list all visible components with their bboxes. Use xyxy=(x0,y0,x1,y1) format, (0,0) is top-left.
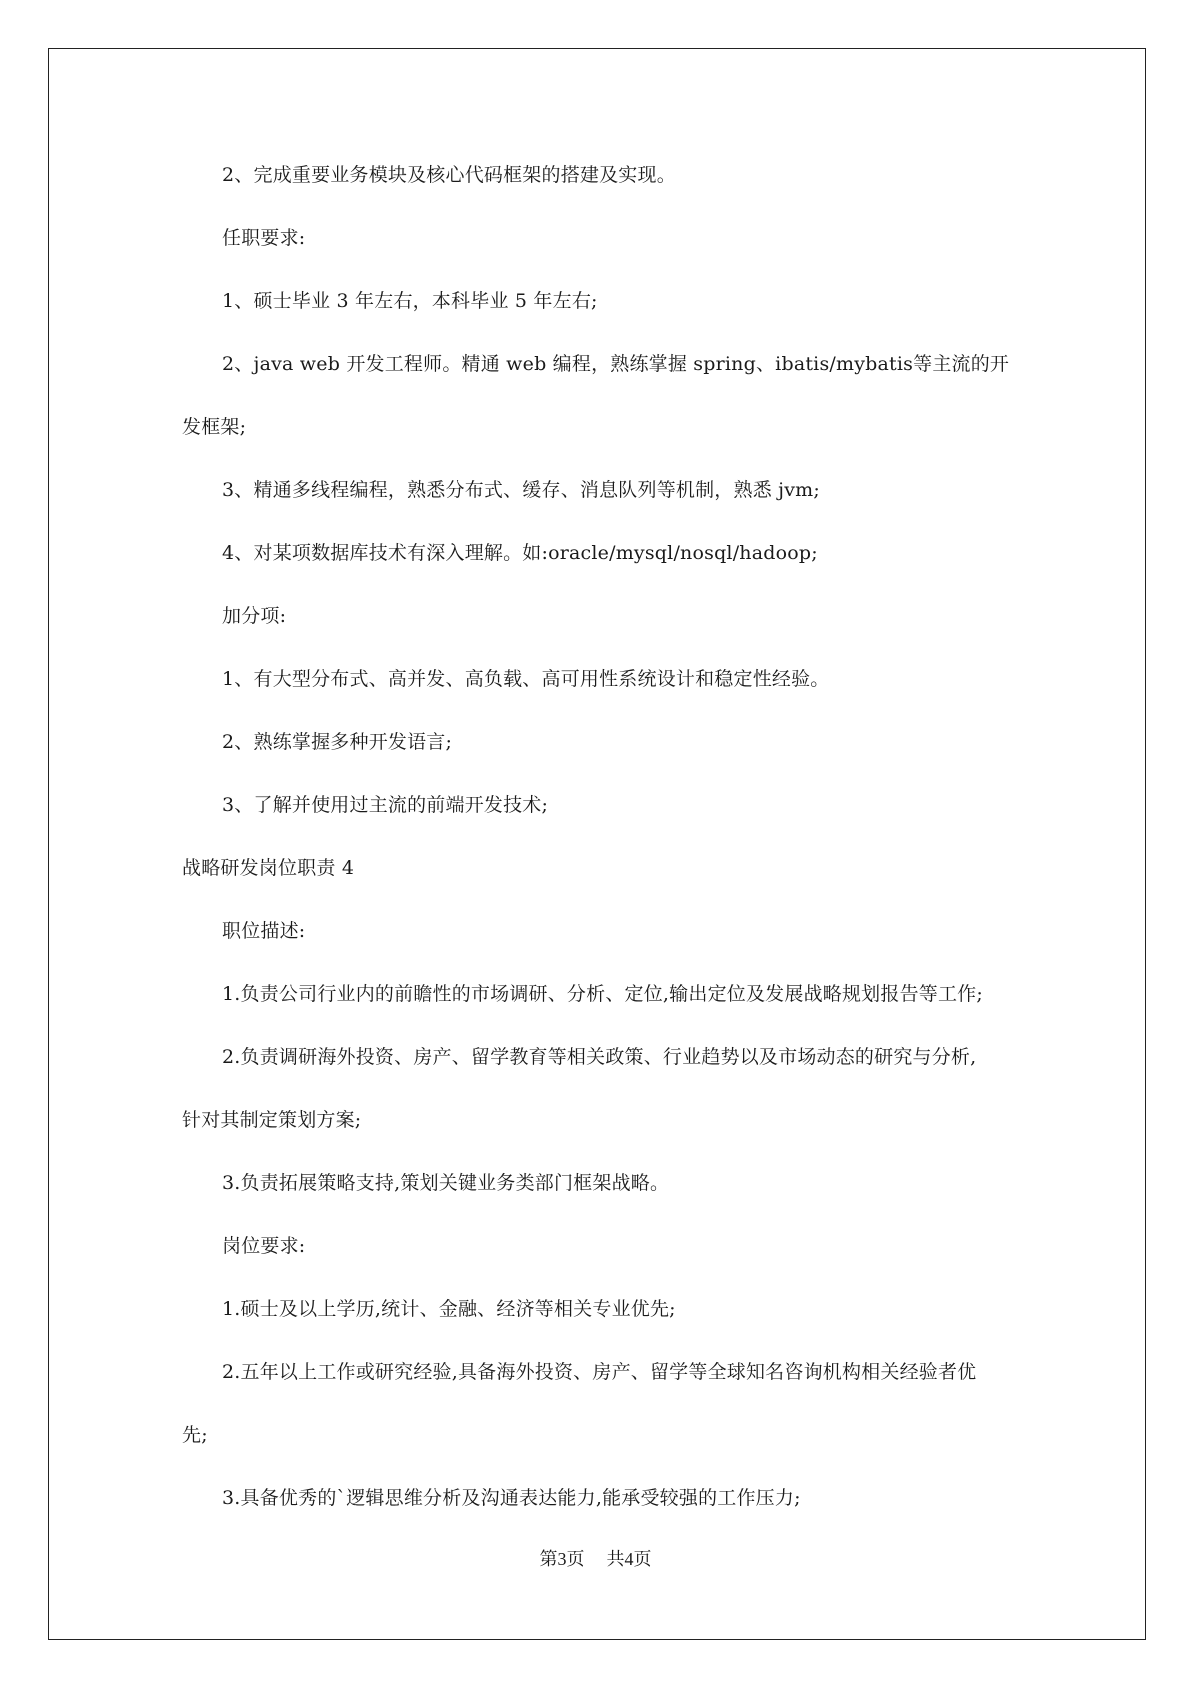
text-line: 任职要求: xyxy=(222,227,306,249)
text-line: 2、java web 开发工程师。精通 web 编程，熟练掌握 spring、ibatis/mybatis等主流的开 xyxy=(222,353,1010,375)
text-line: 3、了解并使用过主流的前端开发技术; xyxy=(222,794,549,816)
text-line: 3、精通多线程编程，熟悉分布式、缓存、消息队列等机制，熟悉 jvm; xyxy=(222,479,820,501)
page-footer xyxy=(0,1547,1191,1571)
text-line: 针对其制定策划方案; xyxy=(182,1109,362,1131)
section-heading: 岗位要求: xyxy=(222,1235,306,1257)
text-line: 先; xyxy=(182,1424,208,1446)
section-heading: 加分项: xyxy=(222,605,287,627)
text-line: 4、对某项数据库技术有深入理解。如:oracle/mysql/nosql/hadoop; xyxy=(222,542,818,564)
text-line: 2、完成重要业务模块及核心代码框架的搭建及实现。 xyxy=(222,164,676,186)
text-line: 1.硕士及以上学历,统计、金融、经济等相关专业优先; xyxy=(222,1298,676,1320)
text-line: 1、硕士毕业 3 年左右，本科毕业 5 年左右; xyxy=(222,290,598,312)
text-line: 1.负责公司行业内的前瞻性的市场调研、分析、定位,输出定位及发展战略规划报告等工作; xyxy=(222,983,983,1005)
text-line: 1、有大型分布式、高并发、高负载、高可用性系统设计和稳定性经验。 xyxy=(222,668,830,690)
text-line: 3.具备优秀的`逻辑思维分析及沟通表达能力,能承受较强的工作压力; xyxy=(222,1487,801,1509)
section-heading: 职位描述: xyxy=(222,920,306,942)
section-title: 战略研发岗位职责 4 xyxy=(182,857,355,879)
page-border xyxy=(48,48,1146,1640)
text-line: 2.五年以上工作或研究经验,具备海外投资、房产、留学等全球知名咨询机构相关经验者优 xyxy=(222,1361,977,1383)
text-line: 2.负责调研海外投资、房产、留学教育等相关政策、行业趋势以及市场动态的研究与分析, xyxy=(222,1046,977,1068)
page-number-total: 共4页 xyxy=(606,1549,652,1569)
text-line: 2、熟练掌握多种开发语言; xyxy=(222,731,453,753)
text-line: 3.负责拓展策略支持,策划关键业务类部门框架战略。 xyxy=(222,1172,670,1194)
page-number-current: 第3页 xyxy=(539,1549,585,1569)
text-line: 发框架; xyxy=(182,416,247,438)
